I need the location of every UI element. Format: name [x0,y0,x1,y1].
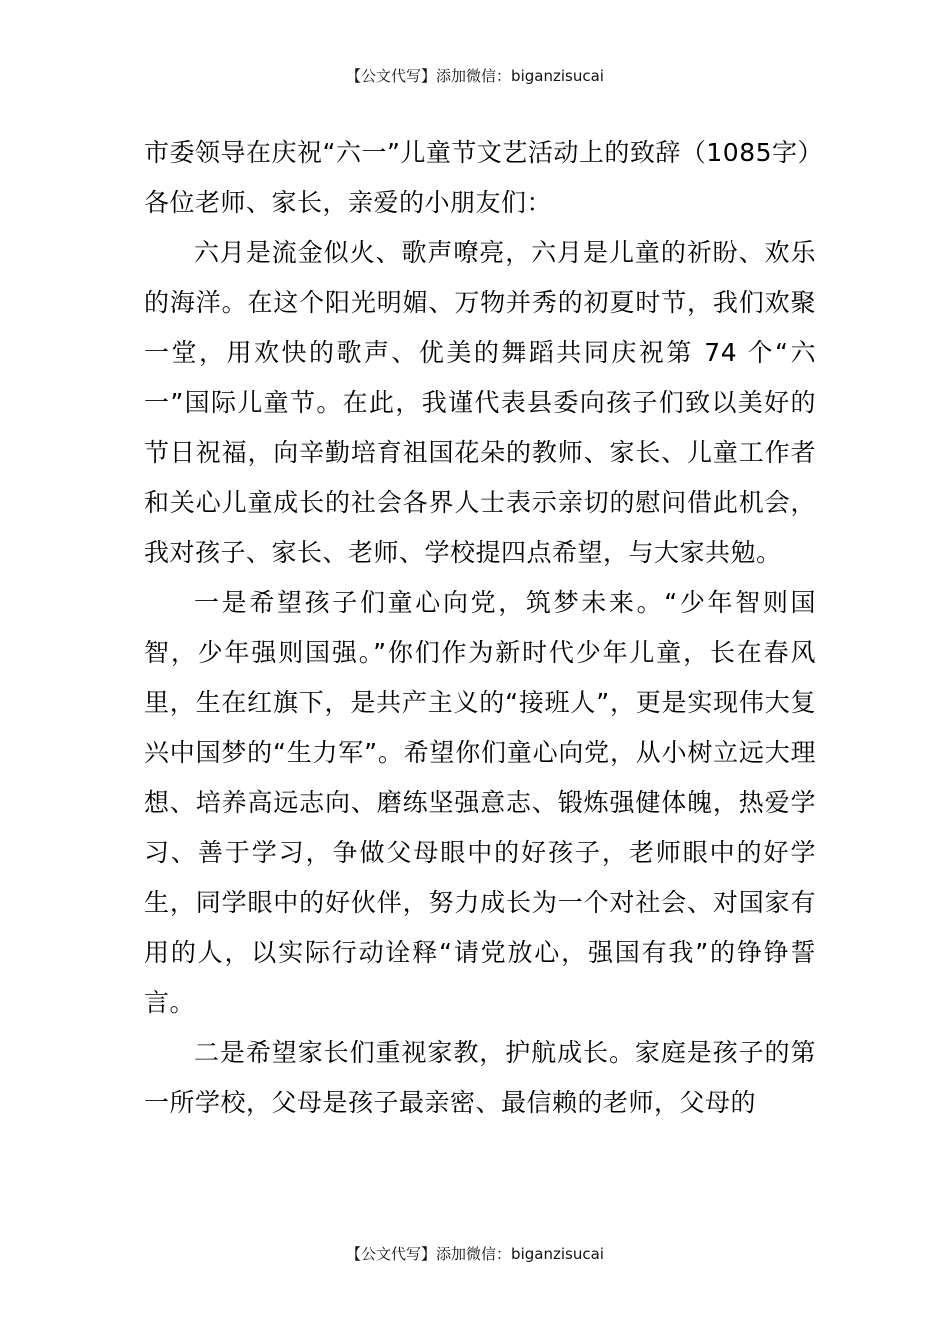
page-footer: 【公文代写】添加微信：biganzisucai [346,1245,604,1263]
document-title: 市委领导在庆祝“六一”儿童节文艺活动上的致辞（1085字） [144,138,824,167]
paragraph: 一是希望孩子们童心向党，筑梦未来。“少年智则国智，少年强则国强。”你们作为新时代少年儿童，长在春风里，生在红旗下，是共产主义的“接班人”，更是实现伟大复兴中国梦的“生力军”。希望你们童心向党，从小树立远大理想、培养高远志向、磨练坚强意志、锻炼强健体魄，热爱学习、善于学习，争做父母眼中的好孩子，老师眼中的好学生，同学眼中的好伙伴，努力成长为一个对社会、对国家有用的人，以实际行动诠释“请党放心，强国有我”的铮铮誓言。 [144,588,816,1017]
page-header: 【公文代写】添加微信：biganzisucai [346,67,604,85]
paragraph: 二是希望家长们重视家教，护航成长。家庭是孩子的第一所学校，父母是孩子最亲密、最信赖的老师，父母的 [144,1038,816,1117]
paragraph: 六月是流金似火、歌声嘹亮，六月是儿童的祈盼、欢乐的海洋。在这个阳光明媚、万物并秀的初夏时节，我们欢聚一堂，用欢快的歌声、优美的舞蹈共同庆祝第 74 个“六一”国际儿童节。在此，我谨代表县委向孩子们致以美好的节日祝福，向辛勤培育祖国花朵的教师、家长、儿童工作者和关心儿童成长的社会各界人士表示亲切的慰问借此机会，我对孩子、家长、老师、学校提四点希望，与大家共勉。 [144,238,816,567]
greeting: 各位老师、家长，亲爱的小朋友们： [144,188,553,217]
document-body [144,128,824,1128]
